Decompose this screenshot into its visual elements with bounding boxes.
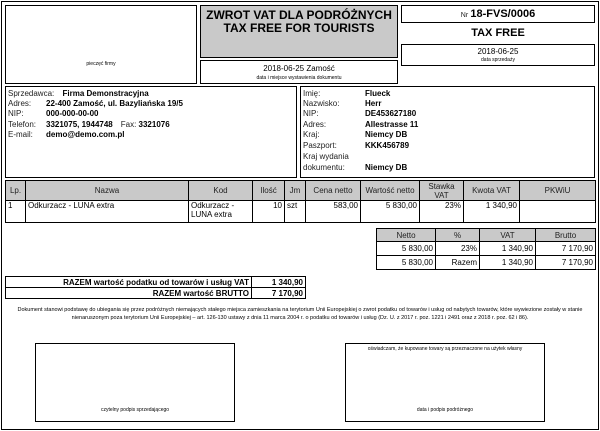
tax-free-label: TAX FREE [471, 27, 525, 39]
buyer-address: Allestrasse 11 [365, 120, 419, 129]
seller-fax-label: Fax: [120, 120, 137, 129]
issue-date-label: data i miejsce wystawienia dokumentu [256, 75, 342, 81]
buyer-document-country: Niemcy DB [365, 163, 408, 172]
col-net-value: Wartość netto [361, 181, 420, 201]
seller-signature-label: czytelny podpis sprzedającego [100, 407, 170, 413]
summary-total-gross: 7 170,90 [536, 256, 596, 270]
seller-signature-box [35, 343, 235, 422]
seller-address-label: Adres: [8, 99, 32, 108]
col-vat-amount: Kwota VAT [464, 181, 520, 201]
col-unit: Jm [285, 181, 306, 201]
summary-rate: 23% [436, 242, 480, 256]
buyer-address-label: Adres: [303, 120, 327, 129]
summary-col-vat: VAT [480, 229, 536, 242]
col-qty: Ilość [253, 181, 285, 201]
table-row [377, 256, 596, 270]
summary-net: 5 830,00 [377, 242, 436, 256]
buyer-firstname: Flueck [365, 89, 391, 98]
item-net-price: 583,00 [306, 201, 361, 223]
totals-table [5, 276, 306, 299]
item-vat-rate: 23% [420, 201, 464, 223]
total-vat-label: RAZEM wartość podatku od towarów i usług VAT [6, 277, 252, 288]
table-row [377, 242, 596, 256]
buyer-signature-box [345, 343, 545, 422]
buyer-issuing-country-label: Kraj wydania [303, 152, 349, 161]
seller-email-label: E-mail: [8, 130, 33, 139]
company-stamp-label: pieczęć firmy [86, 61, 116, 67]
document-title-text: ZWROT VAT DLA PODRÓŻNYCH TAX FREE FOR TOURISTS [206, 8, 392, 35]
item-lp: 1 [6, 201, 26, 223]
buyer-firstname-label: Imię: [303, 89, 321, 98]
buyer-box [300, 86, 595, 178]
document-number-label: Nr [460, 12, 469, 19]
col-code: Kod [189, 181, 253, 201]
vat-summary-table [376, 228, 596, 270]
buyer-lastname-label: Nazwisko: [303, 99, 340, 108]
sale-date: 2018-06-25 [477, 47, 519, 56]
col-name: Nazwa [26, 181, 189, 201]
summary-total-label: Razem [436, 256, 480, 270]
total-vat-value: 1 340,90 [252, 277, 306, 288]
seller-phone-label: Telefon: [8, 120, 37, 129]
item-net-value: 5 830,00 [361, 201, 420, 223]
seller-fax: 3321076 [138, 120, 170, 129]
buyer-country: Niemcy DB [365, 130, 408, 139]
seller-email: demo@demo.com.pl [46, 130, 125, 139]
buyer-lastname: Herr [365, 99, 382, 108]
item-unit: szt [285, 201, 306, 223]
item-qty: 10 [253, 201, 285, 223]
issue-date-box [200, 60, 398, 84]
seller-label: Sprzedawca: [8, 89, 55, 98]
col-lp: Lp. [6, 181, 26, 201]
buyer-declaration: oświadczam, że kupowane towary są przeznaczone na użytek własny [367, 346, 523, 352]
document-number-box [401, 5, 595, 23]
sale-date-label: data sprzedaży [481, 57, 515, 63]
legal-note: Dokument stanowi podstawę do ubiegania się przez podróżnych niemających stałego miejsca zamieszkania na terytorium Unii Europejskiej o zwrot podatku od towarów i usług od nabytych towarów, które wywiezione zostały w stanie nienaruszonym poza terytorium Unii Europejskiej – art. 126-130 ustawy z dnia 11 marca 2004 r. o podatku od towarów i usług (Dz. U. z 2017 r. poz. 1221 i 2491 oraz z 2018 r. poz. 62 i 86). [17, 307, 583, 321]
buyer-passport: KKK456789 [365, 141, 410, 150]
sale-date-box [401, 44, 595, 66]
summary-total-vat: 1 340,90 [480, 256, 536, 270]
total-gross-value: 7 170,90 [252, 288, 306, 299]
items-table [5, 180, 596, 223]
buyer-country-label: Kraj: [303, 130, 320, 139]
table-row [6, 201, 596, 223]
summary-col-net: Netto [377, 229, 436, 242]
buyer-nip: DE453627180 [365, 109, 417, 118]
col-vat-rate: Stawka VAT [420, 181, 464, 201]
seller-phone: 3321075, 1944748 [46, 120, 113, 129]
item-code: Odkurzacz - LUNA extra [189, 201, 253, 223]
seller-nip: 000-000-00-00 [46, 109, 99, 118]
item-name: Odkurzacz - LUNA extra [26, 201, 189, 223]
issue-place-date: 2018-06-25 Zamość [263, 64, 335, 73]
summary-col-gross: Brutto [536, 229, 596, 242]
col-pkwiu: PKWiU [520, 181, 596, 201]
buyer-passport-label: Paszport: [303, 141, 337, 150]
company-stamp-box [5, 5, 197, 84]
summary-vat: 1 340,90 [480, 242, 536, 256]
seller-nip-label: NIP: [8, 109, 24, 118]
seller-address: 22-400 Zamość, ul. Bazyliańska 19/5 [46, 99, 183, 108]
buyer-document-label: dokumentu: [303, 163, 345, 172]
buyer-signature-label: data i podpis podróżnego [416, 407, 474, 413]
document-number: 18-FVS/0006 [470, 8, 536, 20]
seller-box [5, 86, 297, 178]
summary-col-rate: % [436, 229, 480, 242]
buyer-nip-label: NIP: [303, 109, 319, 118]
summary-total-net: 5 830,00 [377, 256, 436, 270]
summary-gross: 7 170,90 [536, 242, 596, 256]
col-net-price: Cena netto [306, 181, 361, 201]
item-vat-amount: 1 340,90 [464, 201, 520, 223]
seller-name: Firma Demonstracyjna [62, 89, 149, 98]
item-pkwiu [520, 201, 596, 223]
total-gross-label: RAZEM wartość BRUTTO [6, 288, 252, 299]
document-title [200, 5, 398, 58]
